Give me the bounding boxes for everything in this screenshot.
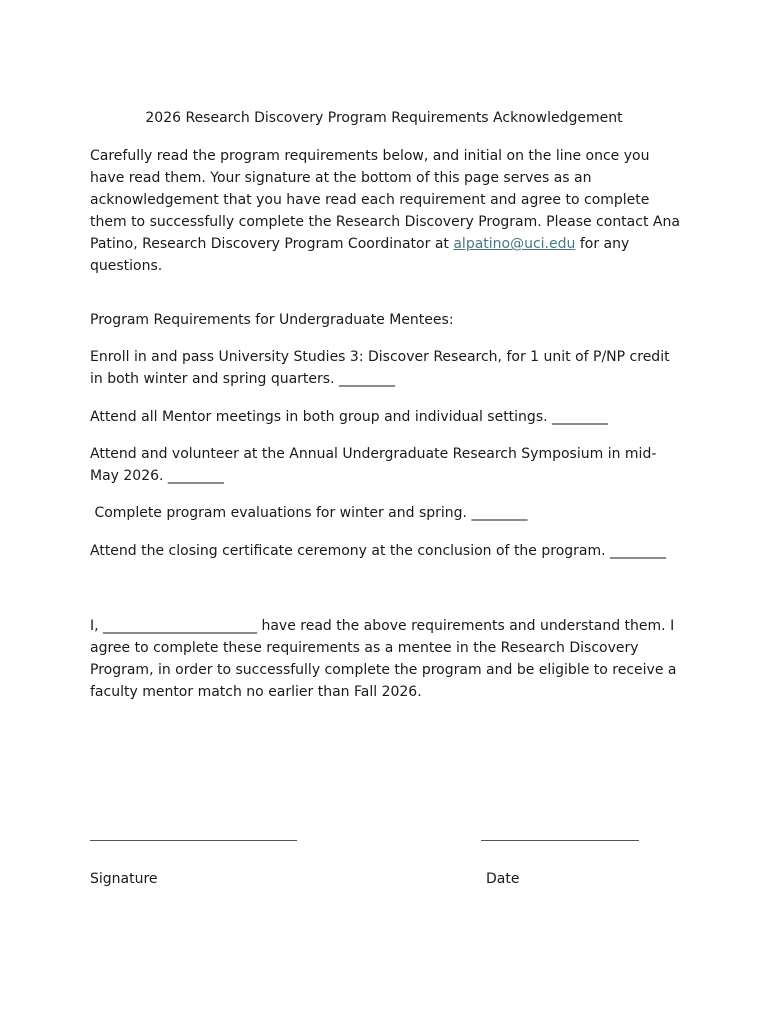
requirement-item: Enroll in and pass University Studies 3: Discover Research, for 1 unit of P/NP credit in both winter and spring quarters. ________ bbox=[90, 349, 670, 387]
requirement-item: Complete program evaluations for winter and spring. ________ bbox=[90, 505, 528, 521]
requirement-item: Attend the closing certificate ceremony at the conclusion of the program. ________ bbox=[90, 543, 667, 559]
intro-paragraph bbox=[90, 145, 680, 277]
intro-text: Carefully read the program requirements below, and initial on the line once you have read them. Your signature at the bottom of this page serves as an acknowledgement that you have read each requirement and agree to complete them to successfully complete the Research Discovery Program. Please contact Ana Patino, Research Discovery Program Coordinator at bbox=[90, 148, 680, 252]
signature-line bbox=[90, 840, 297, 841]
acknowledgement-paragraph: I, ______________________ have read the above requirements and understand them. I agree to complete these requirements as a mentee in the Research Discovery Program, in order to successfully complete the program and be eligible to receive a faculty mentor match no earlier than Fall 2026. bbox=[90, 618, 677, 700]
document-title: 2026 Research Discovery Program Requirements Acknowledgement bbox=[145, 110, 623, 126]
requirement-item: Attend and volunteer at the Annual Undergraduate Research Symposium in mid- May 2026. ________ bbox=[90, 446, 657, 484]
signature-label: Signature bbox=[90, 871, 158, 887]
requirements-heading: Program Requirements for Undergraduate Mentees: bbox=[90, 312, 454, 328]
date-label: Date bbox=[486, 871, 520, 887]
date-line bbox=[481, 840, 639, 841]
coordinator-email-link[interactable]: alpatino@uci.edu bbox=[453, 236, 576, 252]
intro-text-end: for any questions. bbox=[90, 236, 630, 274]
requirement-item: Attend all Mentor meetings in both group and individual settings. ________ bbox=[90, 409, 609, 425]
